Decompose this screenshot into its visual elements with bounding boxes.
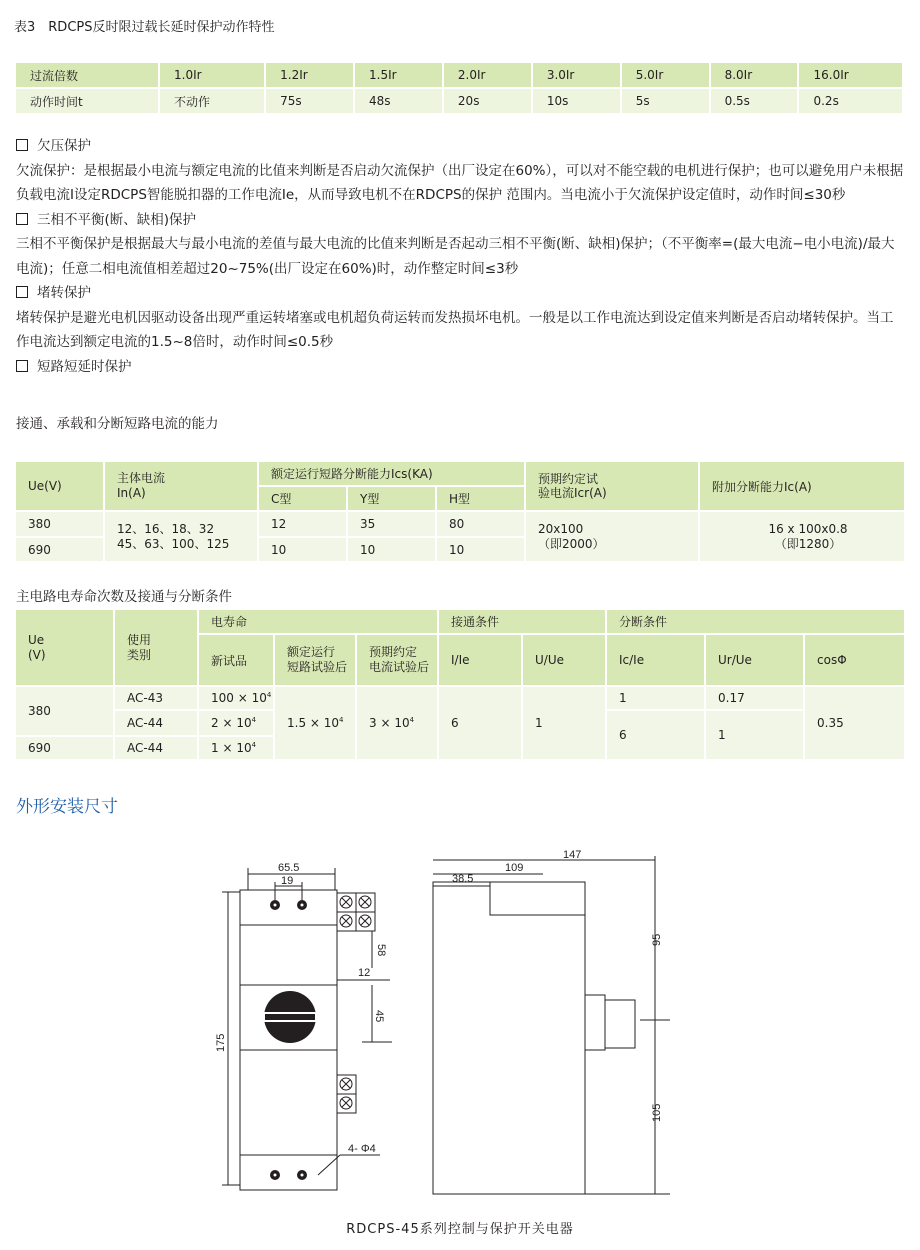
table-cell: 10 <box>436 537 525 562</box>
dim-label: 175 <box>215 1033 227 1052</box>
table-cell: 1.2Ir <box>265 63 354 88</box>
table-cell: 80 <box>436 511 525 537</box>
dim-label: 65.5 <box>278 862 300 874</box>
section-heading: 短路短延时保护 <box>16 355 906 380</box>
checkbox-icon <box>16 213 28 225</box>
checkbox-icon <box>16 360 28 372</box>
table-header: U/Ue <box>522 634 606 686</box>
overload-table <box>16 63 904 113</box>
undercurrent-paragraph: 欠流保护：是根据最小电流与额定电流的比值来判断是否启动欠流保护（出厂设定在60%），可以对不能空载的电机进行保护；也可以避免用户未根据负载电流I设定RDCPS智能脱扣器的工作电流Ie，从而导致电机不在RDCPS的保护 范围内。当电流小于欠流保护设定值时，动作时间≤30秒 <box>16 162 904 203</box>
table-cell: 35 <box>347 511 436 537</box>
table-cell: 10 <box>258 537 347 562</box>
section-heading: 欠压保护 <box>16 134 906 159</box>
table-header: 附加分断能力Ic(A) <box>699 462 904 511</box>
table-cell: 1 <box>705 710 804 760</box>
table3-title: 表3 RDCPS反时限过载长延时保护动作特性 <box>14 20 275 35</box>
table-cell: $2 \times 10^4$ <box>198 710 274 736</box>
table-cell: 1.5Ir <box>354 63 443 88</box>
table-header: 电寿命 <box>198 610 438 634</box>
table-cell: 3.0Ir <box>532 63 621 88</box>
table-header: 预期约定 电流试验后 <box>356 634 438 686</box>
table-cell: 12 <box>258 511 347 537</box>
table-cell: AC-44 <box>114 736 198 760</box>
table-header: I/Ie <box>438 634 522 686</box>
side-view-body <box>433 882 585 1194</box>
rotary-knob-icon <box>262 991 318 1043</box>
table-row <box>16 462 904 486</box>
table-cell: 48s <box>354 88 443 113</box>
table-row <box>16 511 904 537</box>
table-cell: 12、16、18、32 45、63、100、125 <box>104 511 258 562</box>
table-cell: $3 \times 10^4$ <box>356 686 438 760</box>
table-cell: 不动作 <box>159 88 265 113</box>
shortcircuit-heading: 接通、承载和分断短路电流的能力 <box>16 416 219 432</box>
table-cell: 20x100 （即2000） <box>525 511 699 562</box>
phase-paragraph: 三相不平衡保护是根据最大与最小电流的差值与最大电流的比值来判断是否起动三相不平衡(断、缺相)保护；（不平衡率=(最大电流−电小电流)/最大电流)；任意二相电流值相差超过20~75%(出厂设定在60%)时，动作整定时间≤3秒 <box>16 236 895 277</box>
stall-paragraph: 堵转保护是避光电机因驱动设备出现严重运转堵塞或电机超负荷运转而发热损坏电机。一般是以工作电流达到设定值来判断是否启动堵转保护。当工作电流达到额定电流的1.5~8倍时，动作时间≤0.5秒 <box>16 309 894 350</box>
table-header: 额定运行短路分断能力Ics(KA) <box>258 462 525 486</box>
dim-label: 105 <box>651 1103 663 1122</box>
row-label: 过流倍数 <box>16 63 159 88</box>
table-header: Ue(V) <box>16 462 104 511</box>
table-cell: 5.0Ir <box>621 63 710 88</box>
table-header: cosΦ <box>804 634 904 686</box>
section-heading: 堵转保护 <box>16 281 906 306</box>
table-row <box>16 610 904 634</box>
table-cell: AC-43 <box>114 686 198 710</box>
table-row <box>16 63 903 88</box>
shortcircuit-table <box>16 462 904 563</box>
table-cell: 0.2s <box>798 88 903 113</box>
table-header: 额定运行 短路试验后 <box>274 634 356 686</box>
table-cell: 10 <box>347 537 436 562</box>
table-cell: 5s <box>621 88 710 113</box>
dimensions-title: 外形安装尺寸 <box>16 797 118 817</box>
dim-label: 38.5 <box>452 873 474 885</box>
dim-label: 95 <box>651 933 663 946</box>
dim-label: 12 <box>358 967 371 979</box>
table-cell: 6 <box>438 686 522 760</box>
dim-label: 4- Φ4 <box>348 1143 376 1155</box>
table-cell: 0.35 <box>804 686 904 760</box>
table-header: 使用 类别 <box>114 610 198 686</box>
table-header: Ic/Ie <box>606 634 705 686</box>
table-cell: 16.0Ir <box>798 63 903 88</box>
table-cell: 0.17 <box>705 686 804 710</box>
table-header: C型 <box>258 486 347 511</box>
table-cell: $1 \times 10^4$ <box>198 736 274 760</box>
table-header: Ur/Ue <box>705 634 804 686</box>
checkbox-icon <box>16 286 28 298</box>
dim-label: 19 <box>281 875 294 887</box>
table-header: 接通条件 <box>438 610 606 634</box>
life-heading: 主电路电寿命次数及接通与分断条件 <box>16 589 232 605</box>
dim-label: 147 <box>563 849 582 861</box>
table-cell: 1 <box>606 686 705 710</box>
table-cell: 1.0Ir <box>159 63 265 88</box>
table-cell: 8.0Ir <box>710 63 799 88</box>
table-header: Y型 <box>347 486 436 511</box>
dim-label: 45 <box>373 1010 385 1023</box>
table-header: H型 <box>436 486 525 511</box>
table-header: 新试品 <box>198 634 274 686</box>
figure-caption: RDCPS-45系列控制与保护开关电器 <box>346 1222 574 1237</box>
table-cell: 10s <box>532 88 621 113</box>
table-row <box>16 88 903 113</box>
row-label: 动作时间t <box>16 88 159 113</box>
protection-sections <box>16 134 906 379</box>
table-cell: 75s <box>265 88 354 113</box>
table-cell: 6 <box>606 710 705 760</box>
dimension-drawing <box>0 830 920 1210</box>
dim-label: 58 <box>375 944 387 957</box>
table-row <box>16 686 904 710</box>
table-cell: 690 <box>16 537 104 562</box>
life-table <box>16 610 904 761</box>
table-cell: 380 <box>16 511 104 537</box>
table-header: Ue (V) <box>16 610 114 686</box>
table-cell: 2.0Ir <box>443 63 532 88</box>
checkbox-icon <box>16 139 28 151</box>
table-cell: $1.5 \times 10^4$ <box>274 686 356 760</box>
dim-label: 109 <box>505 862 524 874</box>
table-cell: $100 \times 10^4$ <box>198 686 274 710</box>
table-header: 分断条件 <box>606 610 904 634</box>
table-cell: 380 <box>16 686 114 736</box>
table-cell: 20s <box>443 88 532 113</box>
table-header: 主体电流 In(A) <box>104 462 258 511</box>
table-cell: 1 <box>522 686 606 760</box>
table-cell: 0.5s <box>710 88 799 113</box>
table-cell: 16 x 100x0.8 （即1280） <box>699 511 904 562</box>
table-header: 预期约定试 验电流Icr(A) <box>525 462 699 511</box>
table-cell: AC-44 <box>114 710 198 736</box>
section-heading: 三相不平衡(断、缺相)保护 <box>16 208 906 233</box>
table-cell: 690 <box>16 736 114 760</box>
